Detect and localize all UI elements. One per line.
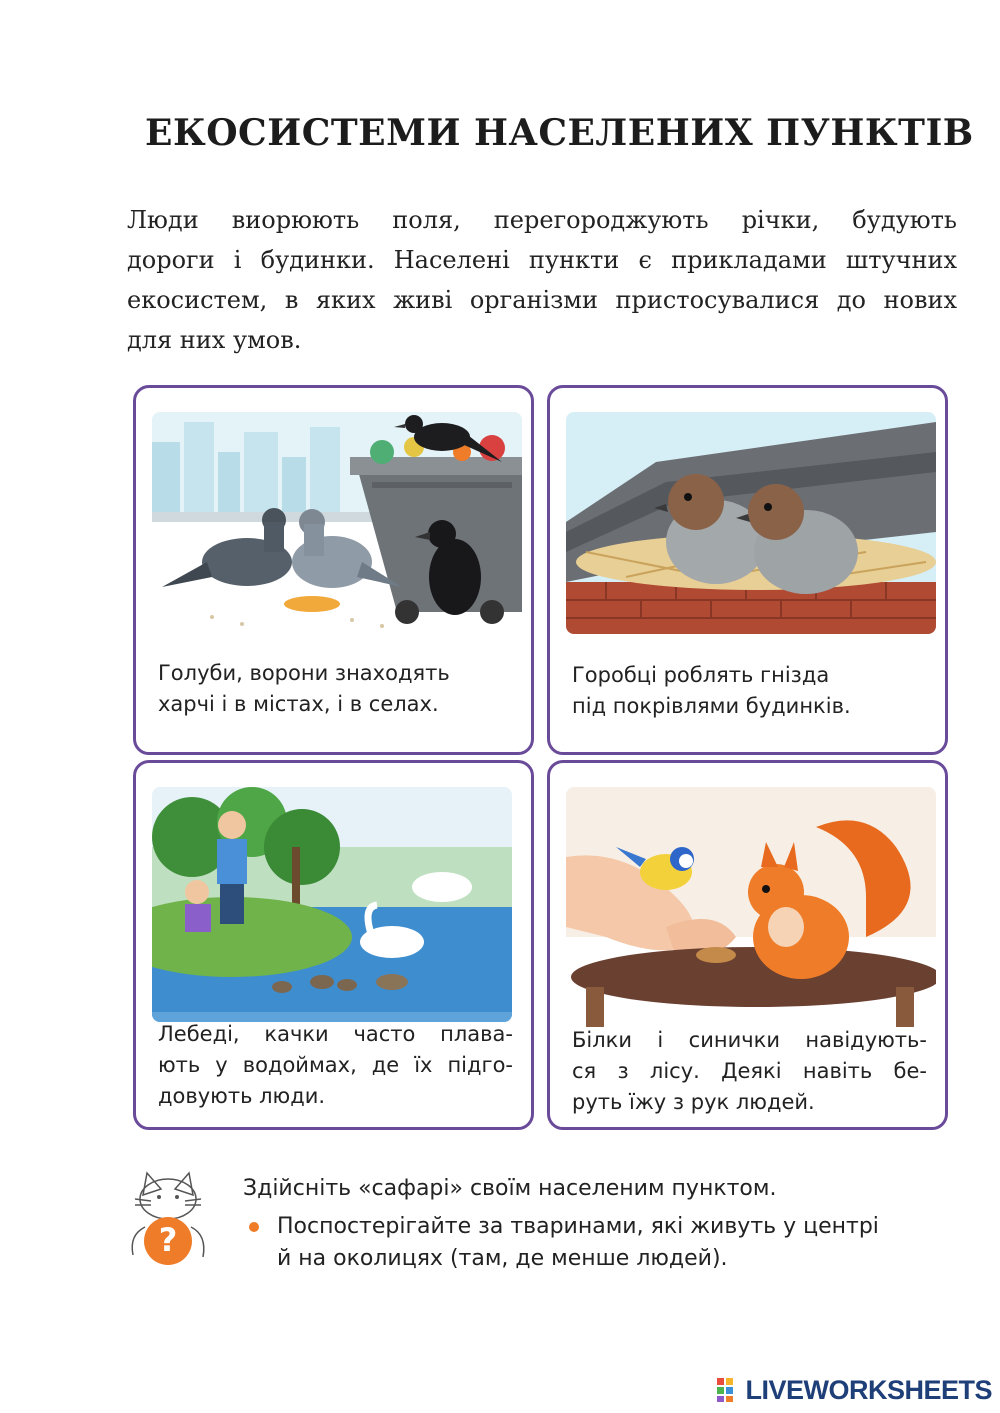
card-caption [158, 658, 513, 720]
liveworksheets-logo[interactable] [717, 1375, 992, 1405]
swans-ducks-illustration [152, 787, 512, 1022]
logo-text: LIVEWORKSHEETS [745, 1374, 992, 1405]
card-sparrows [547, 385, 948, 755]
intro-line: для них умов. [127, 326, 302, 354]
intro-line: дороги і будинки. Населені пункти є прикладами штучних [127, 246, 957, 274]
sparrows-illustration [566, 412, 936, 634]
card-swans-ducks [133, 760, 534, 1130]
caption-line: Білки і синички навідують- [572, 1028, 927, 1052]
card-squirrel-tit [547, 760, 948, 1130]
card-pigeons-crows [133, 385, 534, 755]
task-block [243, 1173, 963, 1275]
pigeons-crows-illustration [152, 412, 522, 634]
intro-paragraph [127, 200, 957, 360]
task-item-line: й на околицях (там, де менше людей). [277, 1246, 728, 1271]
question-mark-symbol: ? [158, 1221, 178, 1259]
card-caption [572, 1025, 927, 1118]
caption-line: довують люди. [158, 1084, 326, 1108]
caption-line: Лебеді, качки часто плава- [158, 1022, 513, 1046]
task-prompt: Здійсніть «сафарі» своїм населеним пунктом. [243, 1176, 777, 1201]
caption-line: Горобці роблять гнізда [572, 663, 830, 687]
squirrel-tit-illustration [566, 787, 936, 1027]
caption-line: Голуби, ворони знаходять [158, 661, 450, 685]
intro-line: Люди виорюють поля, перегороджують річки, будують [127, 206, 957, 234]
caption-line: ють у водоймах, де їх підго- [158, 1053, 513, 1077]
caption-line: руть їжу з рук людей. [572, 1090, 815, 1114]
page-title: ЕКОСИСТЕМИ НАСЕЛЕНИХ ПУНКТІВ [145, 112, 974, 154]
bullet-icon [249, 1222, 259, 1232]
card-caption [158, 1019, 513, 1112]
cat-question-icon [125, 1165, 210, 1270]
caption-line: ся з лісу. Деякі навіть бе- [572, 1059, 927, 1083]
caption-line: під покрівлями будинків. [572, 694, 851, 718]
intro-line: екосистем, в яких живі організми пристосувалися до нових [127, 286, 957, 314]
logo-mark-icon [717, 1378, 743, 1402]
caption-line: харчі і в містах, і в селах. [158, 692, 439, 716]
task-item [243, 1211, 963, 1275]
card-caption [572, 660, 927, 722]
task-item-line: Поспостерігайте за тваринами, які живуть у центрі [277, 1214, 879, 1239]
